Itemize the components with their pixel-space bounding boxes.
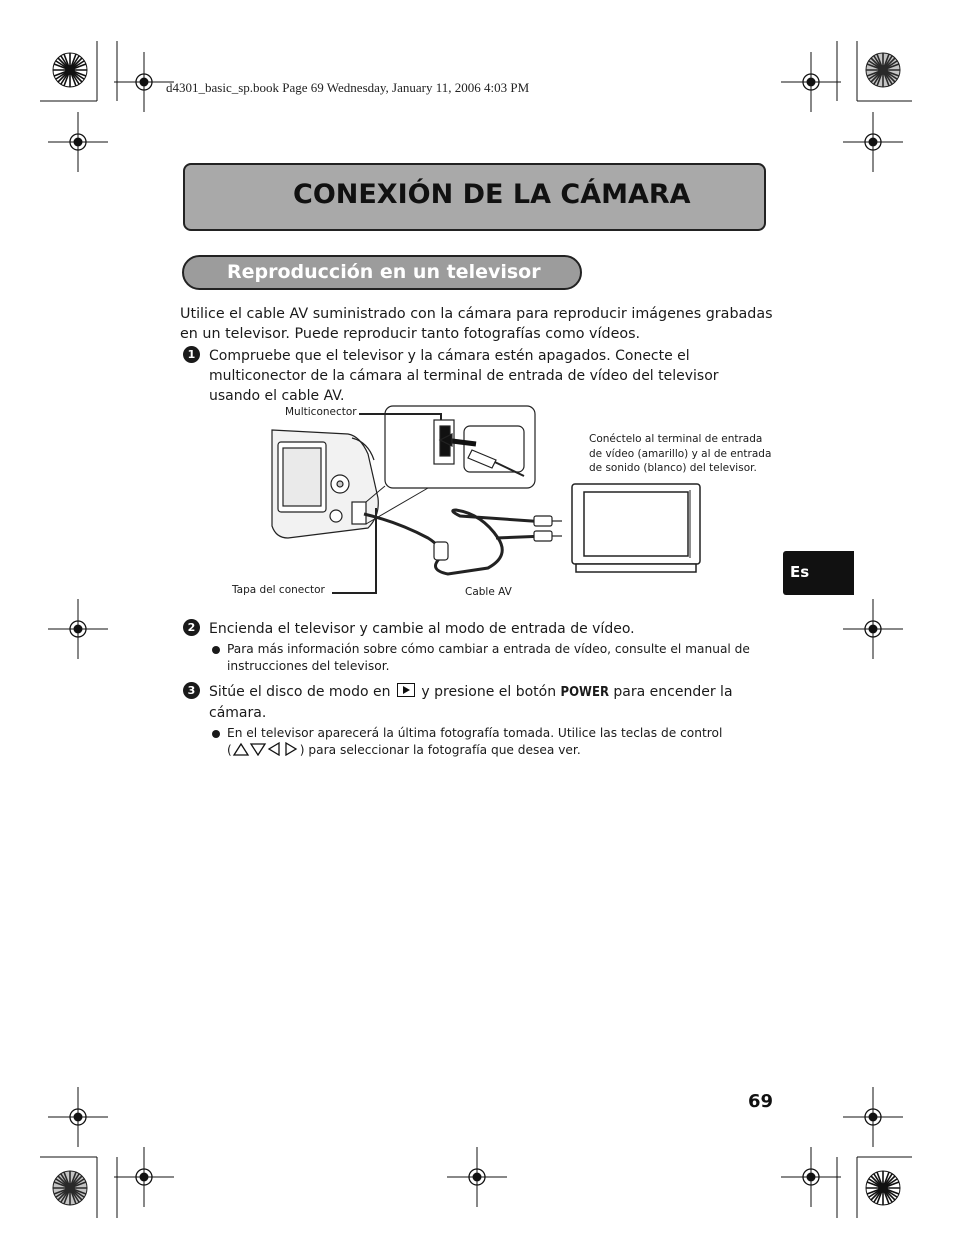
step-3-note-part-a: En el televisor aparecerá la última fotografía tomada. Utilice las teclas de control bbox=[227, 726, 723, 740]
language-code: Es bbox=[790, 563, 810, 581]
connector-cover-label: Tapa del conector bbox=[232, 584, 325, 596]
power-button-label: POWER bbox=[560, 685, 609, 700]
step-2-text: Encienda el televisor y cambie al modo de entrada de vídeo. bbox=[209, 621, 635, 637]
playback-mode-icon bbox=[397, 683, 415, 697]
bullet-dot bbox=[212, 646, 220, 654]
step-2-number: 2 bbox=[183, 619, 200, 636]
step-3-note-part-b: para seleccionar la fotografía que desea ver. bbox=[308, 743, 581, 757]
tv-connection-note: Conéctelo al terminal de entrada de vídeo (amarillo) y al de entrada de sonido (blanco) del televisor. bbox=[589, 433, 772, 474]
step-3-note: En el televisor aparecerá la última fotografía tomada. Utilice las teclas de control ( ) para seleccionar la fotografía que desea ver. bbox=[227, 726, 723, 757]
language-tab bbox=[783, 551, 854, 595]
title-banner bbox=[183, 163, 766, 231]
step-3-text-part-c: para encender la cámara. bbox=[209, 684, 733, 721]
step-3-text-part-b: y presione el botón bbox=[421, 684, 557, 700]
camera-illustration bbox=[272, 430, 378, 538]
arrow-keys-icon bbox=[232, 742, 300, 756]
multiconector-label: Multiconector bbox=[285, 406, 357, 418]
step-3-number: 3 bbox=[183, 682, 200, 699]
step-3-text-part-a: Sitúe el disco de modo en bbox=[209, 684, 391, 700]
page-title: CONEXIÓN DE LA CÁMARA bbox=[293, 179, 691, 210]
section-title: Reproducción en un televisor bbox=[227, 261, 541, 283]
section-heading bbox=[182, 255, 582, 290]
step-1-text: Compruebe que el televisor y la cámara estén apagados. Conecte el multiconector de la cámara al terminal de entrada de vídeo del televisor usando el cable AV. bbox=[209, 348, 719, 404]
bullet-dot bbox=[212, 730, 220, 738]
step-2-note: Para más información sobre cómo cambiar a entrada de vídeo, consulte el manual de instrucciones del televisor. bbox=[227, 642, 750, 673]
connector-zoom-inset bbox=[385, 406, 535, 488]
av-cable-label: Cable AV bbox=[465, 586, 512, 598]
step-1-number: 1 bbox=[183, 346, 200, 363]
page-number: 69 bbox=[748, 1091, 774, 1112]
file-info-line: d4301_basic_sp.book Page 69 Wednesday, January 11, 2006 4:03 PM bbox=[166, 80, 530, 95]
intro-paragraph: Utilice el cable AV suministrado con la cámara para reproducir imágenes grabadas en un televisor. Puede reproducir tanto fotografías como vídeos. bbox=[180, 306, 773, 342]
television-illustration bbox=[572, 484, 700, 572]
connection-diagram bbox=[228, 398, 788, 608]
step-3-text bbox=[209, 682, 774, 724]
